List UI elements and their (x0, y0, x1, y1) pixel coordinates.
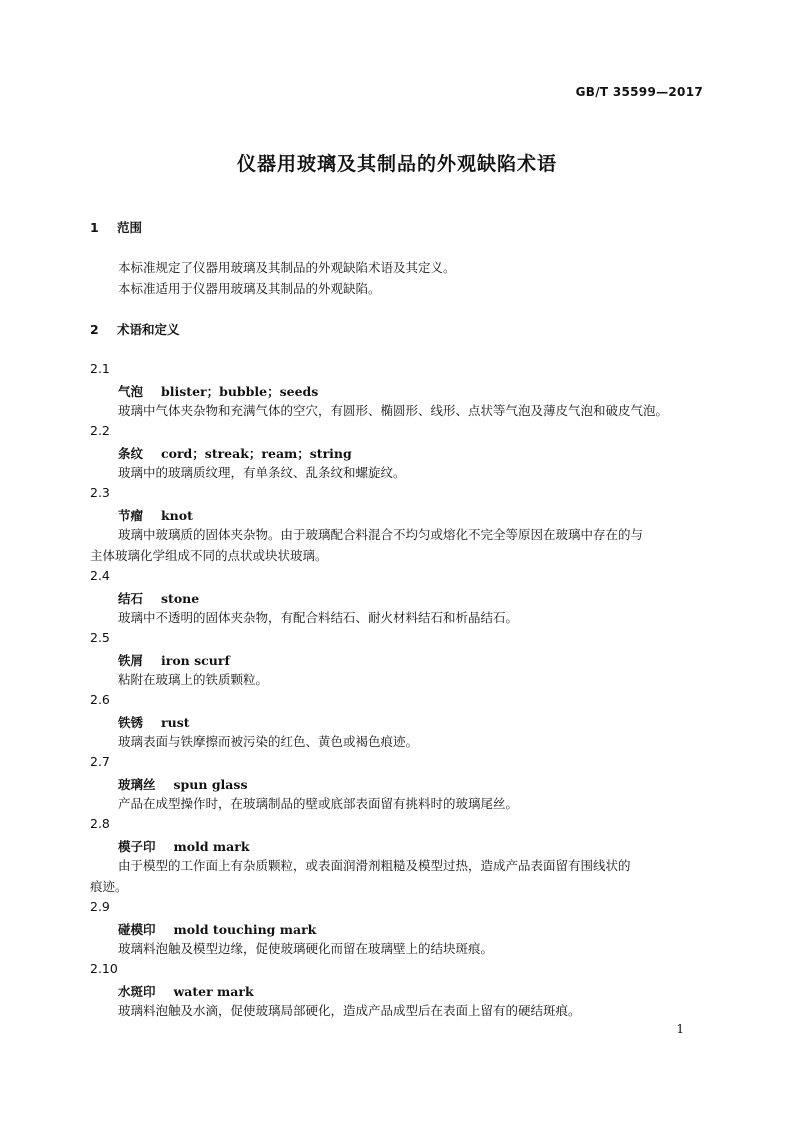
term-chinese: 水斑印 (118, 984, 156, 999)
term-number: 2.5 (90, 630, 110, 645)
section-heading-terms (90, 320, 180, 338)
term-english: water mark (173, 984, 254, 999)
standard-code: GB/T 35599—2017 (575, 85, 703, 99)
term-heading (118, 837, 250, 855)
term-chinese: 结石 (118, 591, 144, 606)
term-number: 2.7 (90, 754, 110, 769)
term-number: 2.6 (90, 692, 110, 707)
term-definition: 玻璃中的玻璃质纹理，有单条纹、乱条纹和螺旋纹。 (118, 465, 406, 480)
page-number: 1 (676, 1022, 684, 1036)
term-chinese: 气泡 (118, 384, 144, 399)
section-title: 范围 (117, 220, 143, 235)
term-heading (118, 382, 318, 400)
term-english: mold touching mark (173, 922, 317, 937)
term-heading (118, 506, 193, 524)
term-number: 2.2 (90, 423, 110, 438)
term-english: blister；bubble；seeds (161, 384, 319, 399)
term-definition: 玻璃中不透明的固体夹杂物，有配合料结石、耐火材料结石和析晶结石。 (118, 610, 519, 625)
term-chinese: 铁锈 (118, 715, 144, 730)
term-definition-line1: 玻璃中玻璃质的固体夹杂物。由于玻璃配合料混合不均匀或熔化不完全等原因在玻璃中存在的与 (118, 527, 644, 542)
term-definition: 粘附在玻璃上的铁质颗粒。 (118, 672, 269, 687)
term-definition: 玻璃表面与铁摩擦而被污染的红色、黄色或褐色痕迹。 (118, 734, 419, 749)
term-definition-line2: 痕迹。 (90, 879, 128, 894)
term-english: stone (161, 591, 200, 606)
term-english: cord；streak；ream；string (161, 446, 352, 461)
term-number: 2.4 (90, 568, 110, 583)
term-english: spun glass (173, 777, 248, 792)
scope-paragraph-1: 本标准规定了仪器用玻璃及其制品的外观缺陷术语及其定义。 (118, 260, 456, 275)
term-heading (118, 713, 190, 731)
term-heading (118, 775, 247, 793)
term-number: 2.8 (90, 816, 110, 831)
document-title: 仪器用玻璃及其制品的外观缺陷术语 (236, 153, 557, 175)
term-english: mold mark (173, 839, 250, 854)
term-number: 2.10 (90, 961, 118, 976)
term-definition-line1: 由于模型的工作面上有杂质颗粒，或表面润滑剂粗糙及模型过热，造成产品表面留有围线状的 (118, 858, 631, 873)
term-heading (118, 444, 352, 462)
term-definition: 玻璃料泡触及模型边缘，促使玻璃硬化而留在玻璃壁上的结块斑痕。 (118, 941, 494, 956)
term-heading (118, 920, 316, 938)
term-heading (118, 589, 199, 607)
term-chinese: 节瘤 (118, 508, 144, 523)
term-english: rust (161, 715, 190, 730)
term-number: 2.3 (90, 485, 110, 500)
term-definition-line2: 主体玻璃化学组成不同的点状或块状玻璃。 (90, 548, 328, 563)
term-english: iron scurf (161, 653, 230, 668)
term-chinese: 铁屑 (118, 653, 144, 668)
section-number: 1 (90, 220, 99, 235)
term-definition: 玻璃料泡触及水滴，促使玻璃局部硬化，造成产品成型后在表面上留有的硬结斑痕。 (118, 1003, 581, 1018)
term-chinese: 玻璃丝 (118, 777, 156, 792)
term-definition: 玻璃中气体夹杂物和充满气体的空穴，有圆形、椭圆形、线形、点状等气泡及薄皮气泡和破皮气泡。 (118, 403, 669, 418)
term-english: knot (161, 508, 193, 523)
term-heading (118, 651, 230, 669)
section-heading-scope (90, 218, 142, 236)
term-definition: 产品在成型操作时，在玻璃制品的壁或底部表面留有挑料时的玻璃尾丝。 (118, 796, 519, 811)
section-number: 2 (90, 322, 99, 337)
term-heading (118, 982, 254, 1000)
term-chinese: 条纹 (118, 446, 144, 461)
term-chinese: 模子印 (118, 839, 156, 854)
scope-paragraph-2: 本标准适用于仪器用玻璃及其制品的外观缺陷。 (118, 281, 381, 296)
term-number: 2.9 (90, 899, 110, 914)
term-number: 2.1 (90, 361, 110, 376)
section-title: 术语和定义 (117, 322, 180, 337)
term-chinese: 碰模印 (118, 922, 156, 937)
